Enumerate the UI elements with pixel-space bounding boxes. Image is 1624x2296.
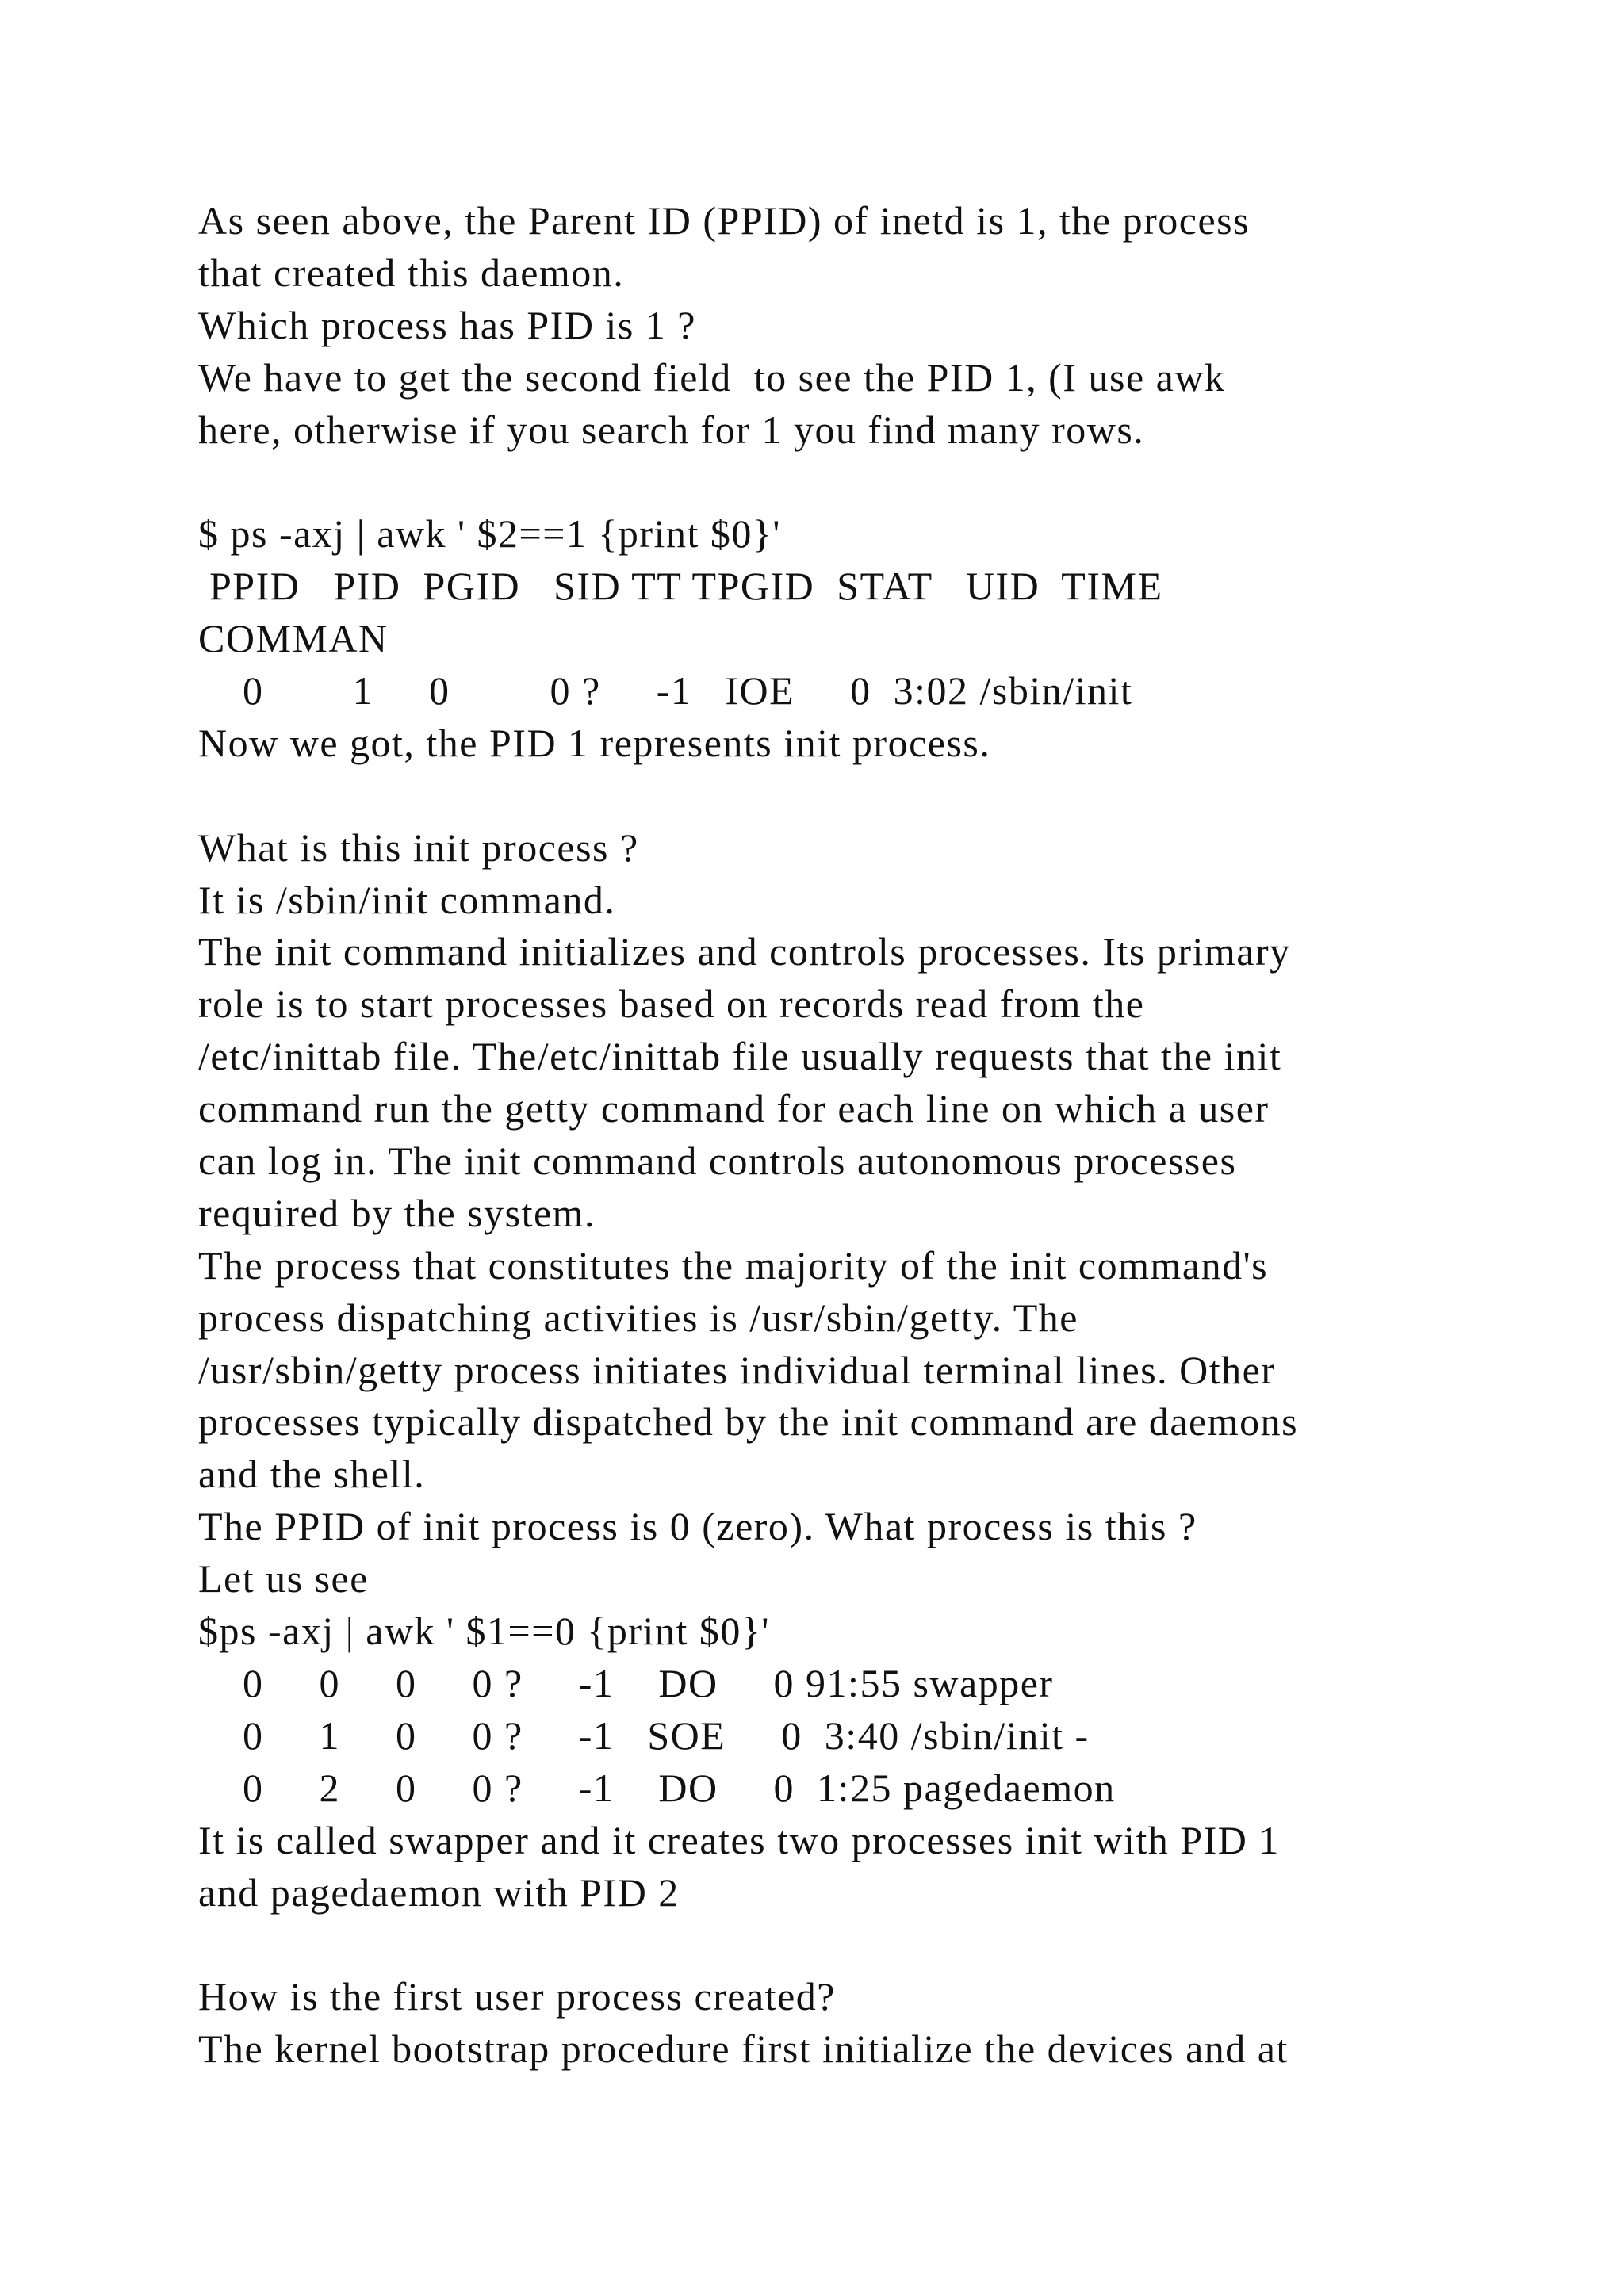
text-line: Which process has PID is 1 ? (198, 302, 696, 347)
text-line: How is the first user process created? (198, 1974, 836, 2019)
blank-line (198, 770, 1562, 822)
document-page (198, 195, 1562, 2076)
text-line: Let us see (198, 1556, 369, 1601)
blank-line (198, 456, 1562, 508)
command-line: $ ps -axj | awk ' $2==1 {print $0}' (198, 511, 781, 557)
ps-header-wrap: COMMAN (198, 616, 389, 661)
text-line: The process that constitutes the majority of the init command's (198, 1242, 1269, 1288)
text-line: We have to get the second field to see the PID 1, (I use awk (198, 354, 1226, 400)
ps-output-row: 0 2 0 0 ? -1 DO 0 1:25 pagedaemon (198, 1765, 1116, 1810)
text-line: command run the getty command for each line on which a user (198, 1086, 1270, 1131)
ps-output-row: 0 1 0 0 ? -1 IOE 0 3:02 /sbin/init (198, 668, 1133, 714)
text-line: and pagedaemon with PID 2 (198, 1869, 680, 1915)
text-line: required by the system. (198, 1190, 596, 1235)
text-line: process dispatching activities is /usr/sbin/getty. The (198, 1295, 1079, 1340)
text-line: It is /sbin/init command. (198, 877, 616, 922)
text-line: Now we got, the PID 1 represents init process. (198, 720, 991, 765)
ps-header-line: PPID PID PGID SID TT TPGID STAT UID TIME (198, 564, 1163, 609)
text-line: here, otherwise if you search for 1 you find many rows. (198, 407, 1145, 452)
text-line: /etc/inittab file. The/etc/inittab file usually requests that the init (198, 1034, 1282, 1079)
text-line: that created this daemon. (198, 250, 625, 295)
text-line: The kernel bootstrap procedure first initialize the devices and at (198, 2026, 1289, 2072)
ps-output-row: 0 1 0 0 ? -1 SOE 0 3:40 /sbin/init - (198, 1712, 1090, 1758)
text-line: What is this init process ? (198, 825, 639, 870)
text-line: /usr/sbin/getty process initiates individual terminal lines. Other (198, 1347, 1276, 1392)
text-line: The init command initializes and controls processes. Its primary (198, 929, 1291, 974)
text-line: role is to start processes based on records read from the (198, 982, 1145, 1027)
text-line: The PPID of init process is 0 (zero). What process is this ? (198, 1504, 1197, 1549)
text-line: and the shell. (198, 1452, 426, 1497)
ps-output-row: 0 0 0 0 ? -1 DO 0 91:55 swapper (198, 1660, 1054, 1705)
text-line: As seen above, the Parent ID (PPID) of inetd is 1, the process (198, 198, 1251, 243)
command-line: $ps -axj | awk ' $1==0 {print $0}' (198, 1609, 770, 1654)
text-line: can log in. The init command controls autonomous processes (198, 1138, 1237, 1184)
text-line: processes typically dispatched by the init command are daemons (198, 1399, 1299, 1445)
text-line: It is called swapper and it creates two processes init with PID 1 (198, 1817, 1280, 1862)
blank-line (198, 1919, 1562, 1971)
